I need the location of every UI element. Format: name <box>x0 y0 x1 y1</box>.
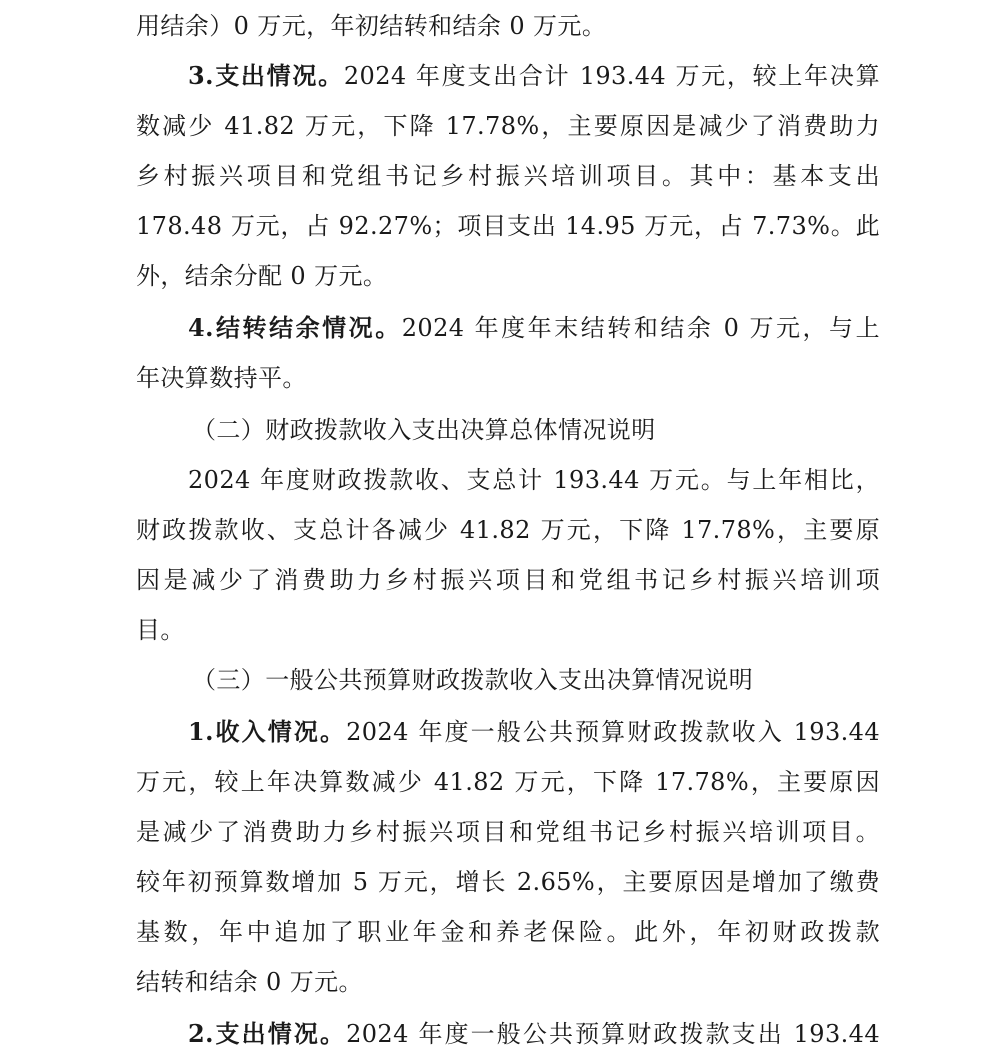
paragraph-line <box>136 310 880 346</box>
line-text: （三）一般公共预算财政拨款收入支出决算情况说明 <box>192 666 754 694</box>
line-text: 2024 年度一般公共预算财政拨款支出 193.44 <box>346 1020 880 1048</box>
line-text: 是减少了消费助力乡村振兴项目和党组书记乡村振兴培训项目。 <box>136 818 880 846</box>
line-text: 万元，较上年决算数减少 41.82 万元，下降 17.78%，主要原因 <box>136 768 880 796</box>
paragraph-line <box>136 864 880 900</box>
paragraph-line <box>136 462 880 498</box>
paragraph-line <box>136 108 880 144</box>
line-text: 外，结余分配 0 万元。 <box>136 262 388 290</box>
paragraph-line <box>136 512 880 548</box>
line-text: 因是减少了消费助力乡村振兴项目和党组书记乡村振兴培训项 <box>136 566 880 594</box>
paragraph-line <box>136 58 880 94</box>
line-text: 年决算数持平。 <box>136 364 307 392</box>
paragraph-line <box>136 1016 880 1052</box>
paragraph-line <box>136 612 880 648</box>
paragraph-line <box>136 208 880 244</box>
paragraph-line <box>136 360 880 396</box>
paragraph-line <box>136 964 880 1000</box>
section-heading-bold: 2.支出情况。 <box>188 1019 347 1048</box>
line-text: 2024 年度年末结转和结余 0 万元，与上 <box>401 314 880 342</box>
paragraph-line <box>136 8 880 44</box>
subsection-heading <box>136 412 880 448</box>
line-text: 2024 年度一般公共预算财政拨款收入 193.44 <box>346 718 880 746</box>
section-heading-bold: 3.支出情况。 <box>188 61 344 90</box>
line-text: 数减少 41.82 万元，下降 17.78%，主要原因是减少了消费助力 <box>136 112 880 140</box>
section-heading-bold: 4.结转结余情况。 <box>188 313 402 342</box>
line-text: （二）财政拨款收入支出决算总体情况说明 <box>192 416 656 444</box>
line-text: 较年初预算数增加 5 万元，增长 2.65%，主要原因是增加了缴费 <box>136 868 880 896</box>
line-text: 结转和结余 0 万元。 <box>136 968 363 996</box>
paragraph-line <box>136 814 880 850</box>
line-text: 178.48 万元，占 92.27%；项目支出 14.95 万元，占 7.73%。此 <box>136 212 880 240</box>
line-text: 目。 <box>136 616 185 644</box>
paragraph-line <box>136 258 880 294</box>
line-text: 2024 年度支出合计 193.44 万元，较上年决算 <box>343 62 880 90</box>
paragraph-line <box>136 764 880 800</box>
line-text: 财政拨款收、支总计各减少 41.82 万元，下降 17.78%，主要原 <box>136 516 880 544</box>
line-text: 乡村振兴项目和党组书记乡村振兴培训项目。其中：基本支出 <box>136 162 880 190</box>
section-heading-bold: 1.收入情况。 <box>188 717 347 746</box>
paragraph-line <box>136 714 880 750</box>
subsection-heading <box>136 662 880 698</box>
line-text: 基数，年中追加了职业年金和养老保险。此外，年初财政拨款 <box>136 918 880 946</box>
line-text: 用结余）0 万元，年初结转和结余 0 万元。 <box>136 12 607 40</box>
paragraph-line <box>136 562 880 598</box>
paragraph-line <box>136 158 880 194</box>
line-text: 2024 年度财政拨款收、支总计 193.44 万元。与上年相比， <box>188 466 880 494</box>
paragraph-line <box>136 914 880 950</box>
